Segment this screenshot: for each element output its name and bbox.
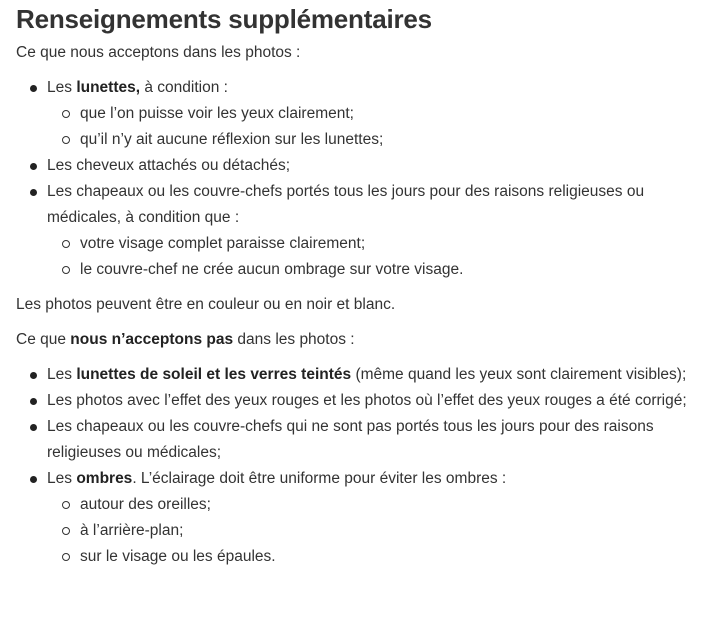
sub-list-item: autour des oreilles; — [47, 492, 697, 518]
accept-item-hair: Les cheveux attachés ou détachés; — [16, 153, 697, 179]
reject-item-sunglasses — [16, 362, 697, 388]
accept-list — [16, 75, 716, 283]
reject-item-sunglasses-pre: Les — [47, 366, 77, 383]
reject-item-shadows-bold: ombres — [76, 470, 133, 487]
reject-item-sunglasses-post: (même quand les yeux sont clairement visibles); — [351, 366, 687, 383]
reject-item-sunglasses-bold: lunettes de soleil et les verres teintés — [76, 366, 352, 383]
accept-item-headwear-text: Les chapeaux ou les couvre-chefs portés tous les jours pour des raisons religieuses ou médicales, à condition que : — [47, 183, 645, 226]
accept-intro: Ce que nous acceptons dans les photos : — [16, 44, 301, 61]
accept-item-glasses-bold: lunettes, — [76, 79, 141, 96]
reject-intro — [16, 327, 716, 353]
accept-glasses-conditions — [47, 101, 697, 153]
reject-intro-bold: nous n’acceptons pas — [70, 331, 234, 348]
reject-item-shadows-post: . L’éclairage doit être uniforme pour éviter les ombres : — [132, 470, 507, 487]
accept-item-glasses-post: à condition : — [140, 79, 228, 96]
reject-item-headwear: Les chapeaux ou les couvre-chefs qui ne sont pas portés tous les jours pour des raisons religieuses ou médicales; — [16, 414, 697, 466]
sub-list-item: sur le visage ou les épaules. — [47, 544, 697, 570]
sub-list-item: qu’il n’y ait aucune réflexion sur les lunettes; — [47, 127, 697, 153]
sub-list-item: votre visage complet paraisse clairement; — [47, 231, 697, 257]
reject-intro-post: dans les photos : — [233, 331, 355, 348]
reject-intro-pre: Ce que — [16, 331, 71, 348]
sub-list-item: que l’on puisse voir les yeux clairement; — [47, 101, 697, 127]
color-note: Les photos peuvent être en couleur ou en noir et blanc. — [16, 296, 396, 313]
page-title: Renseignements supplémentaires — [16, 4, 432, 34]
sub-list-item: à l’arrière-plan; — [47, 518, 697, 544]
reject-item-red-eye: Les photos avec l’effet des yeux rouges et les photos où l’effet des yeux rouges a été corrigé; — [16, 388, 697, 414]
accept-item-headwear — [16, 179, 697, 283]
accept-item-glasses — [16, 75, 697, 153]
reject-item-shadows — [16, 466, 697, 570]
reject-list — [16, 362, 716, 570]
reject-shadows-locations — [47, 492, 697, 570]
accept-item-glasses-pre: Les — [47, 79, 77, 96]
sub-list-item: le couvre-chef ne crée aucun ombrage sur votre visage. — [47, 257, 697, 283]
reject-item-shadows-pre: Les — [47, 470, 77, 487]
accept-headwear-conditions — [47, 231, 697, 283]
